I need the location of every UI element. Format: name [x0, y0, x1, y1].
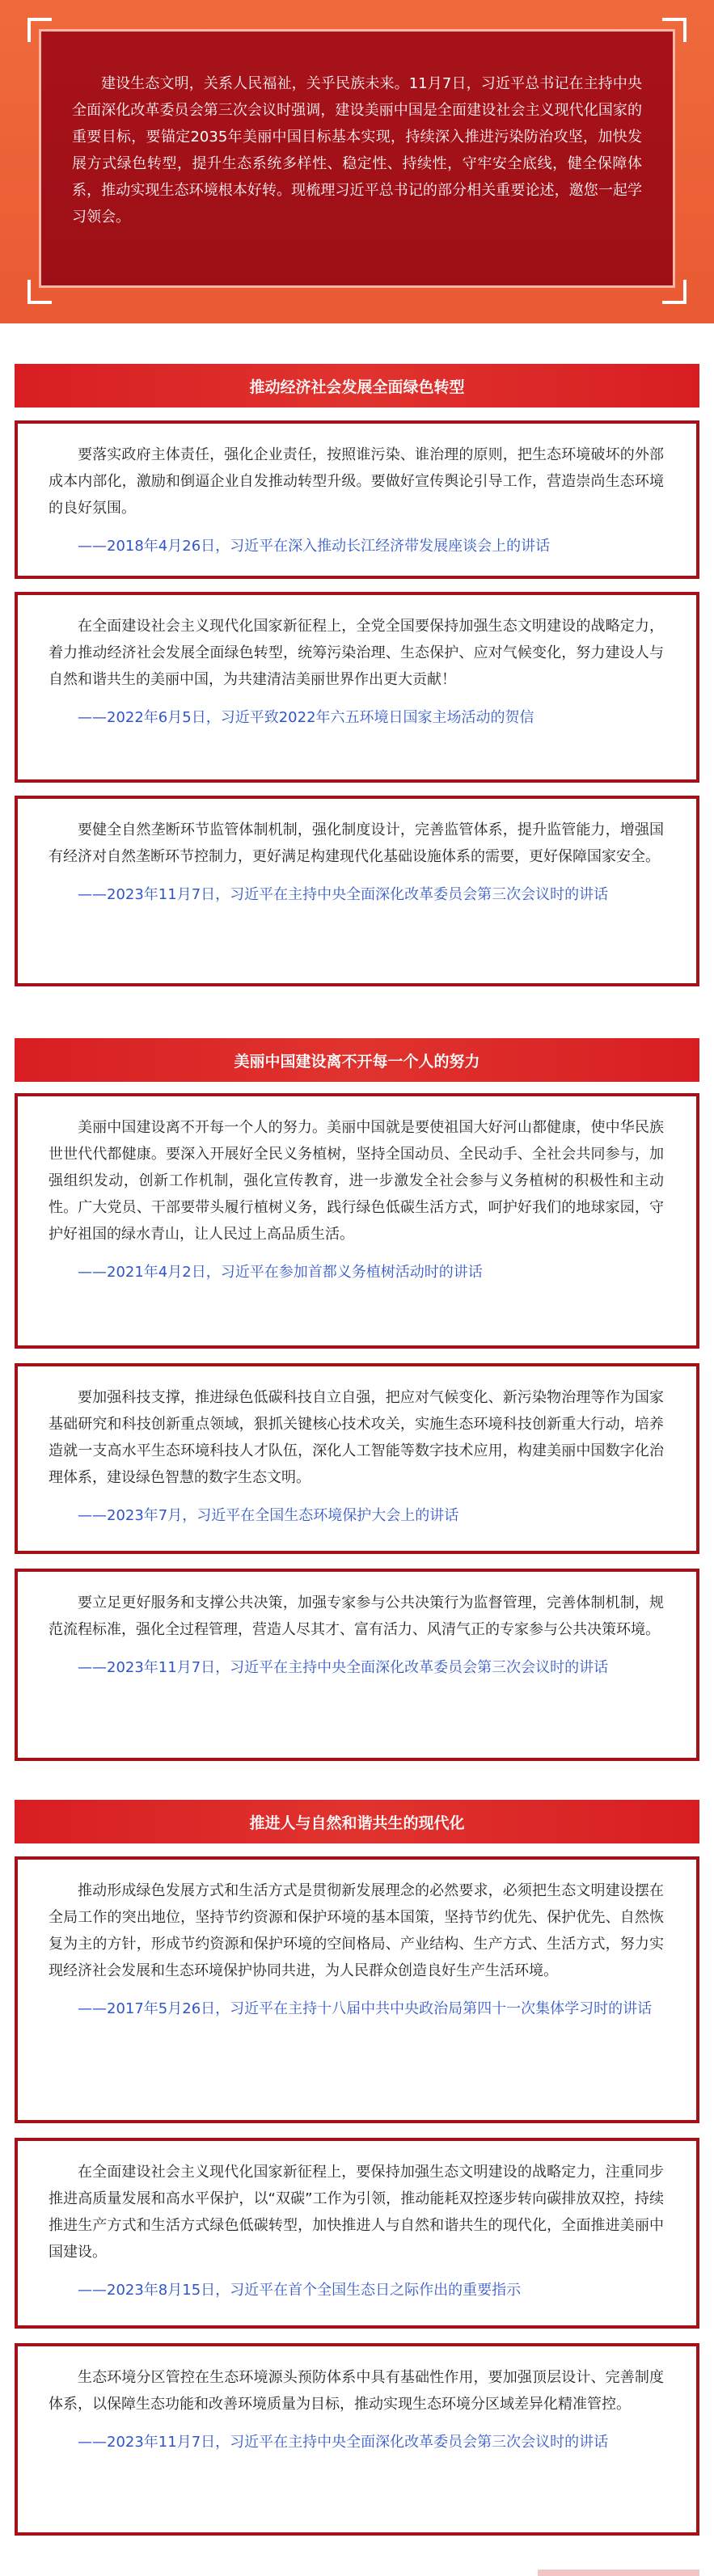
quote-card [15, 1363, 699, 1554]
quote-text: 推动形成绿色发展方式和生活方式是贯彻新发展理念的必然要求，必须把生态文明建设摆在全局工作的突出地位，坚持节约资源和保护环境的基本国策，坚持节约优先、保护优先、自然恢复为主的方针，形成节约资源和保护环境的空间格局、产业结构、生产方式、生活方式，努力实现经济社会发展和生态环境保护协同共进，为人民群众创造良好生产生活环境。 [49, 1882, 664, 1979]
footer-decoration [538, 2570, 699, 2576]
quote-card [15, 2138, 699, 2329]
quote-source: ——2023年11月7日，习近平在主持中央全面深化改革委员会第三次会议时的讲话 [78, 886, 609, 903]
quote-text: 美丽中国建设离不开每一个人的努力。美丽中国就是要使祖国大好河山都健康，使中华民族世世代代都健康。要深入开展好全民义务植树，坚持全国动员、全民动手、全社会共同参与，加强组织发动，创新工作机制，强化宣传教育，进一步激发全社会参与义务植树的积极性和主动性。广大党员、干部要带头履行植树义务，践行绿色低碳生活方式，呵护好我们的地球家园，守护好祖国的绿水青山，让人民过上高品质生活。 [49, 1119, 664, 1243]
quote-source: ——2018年4月26日，习近平在深入推动长江经济带发展座谈会上的讲话 [78, 538, 551, 555]
quote-source: ——2021年4月2日，习近平在参加首都义务植树活动时的讲话 [78, 1264, 483, 1281]
intro-text: 建设生态文明，关系人民福祉，关乎民族未来。11月7日，习近平总书记在主持中央全面深化改革委员会第三次会议时强调，建设美丽中国是全面建设社会主义现代化国家的重要目标，要锚定2035年美丽中国目标基本实现，持续深入推进污染防治攻坚，加快发展方式绿色转型，提升生态系统多样性、稳定性、持续性，守牢安全底线，健全保障体系，推动实现生态环境根本好转。现梳理习近平总书记的部分相关重要论述，邀您一起学习领会。 [39, 29, 675, 288]
quote-text: 要健全自然垄断环节监管体制机制，强化制度设计，完善监管体系，提升监管能力，增强国有经济对自然垄断环节控制力，更好满足构建现代化基础设施体系的需要，更好保障国家安全。 [49, 821, 664, 865]
quote-text: 要加强科技支撑，推进绿色低碳科技自立自强，把应对气候变化、新污染物治理等作为国家基础研究和科技创新重点领域，狠抓关键核心技术攻关，实施生态环境科技创新重大行动，培养造就一支高水平生态环境科技人才队伍，深化人工智能等数字技术应用，构建美丽中国数字化治理体系，建设绿色智慧的数字生态文明。 [49, 1389, 664, 1486]
quote-source: ——2023年11月7日，习近平在主持中央全面深化改革委员会第三次会议时的讲话 [78, 2434, 609, 2451]
quote-text: 在全面建设社会主义现代化国家新征程上，要保持加强生态文明建设的战略定力，注重同步推进高质量发展和高水平保护，以“双碳”工作为引领，推动能耗双控逐步转向碳排放双控，持续推进生产方式和生活方式绿色低碳转型，加快推进人与自然和谐共生的现代化，全面推进美丽中国建设。 [49, 2164, 664, 2261]
quote-source: ——2017年5月26日，习近平在主持十八届中共中央政治局第四十一次集体学习时的讲话 [78, 2000, 653, 2017]
quote-card [15, 592, 699, 783]
section-title: 推进人与自然和谐共生的现代化 [15, 1800, 699, 1843]
quote-text: 生态环境分区管控在生态环境源头预防体系中具有基础性作用，要加强顶层设计、完善制度体系，以保障生态功能和改善环境质量为目标，推动实现生态环境分区域差异化精准管控。 [49, 2369, 664, 2413]
quote-card [15, 2343, 699, 2536]
quote-card [15, 420, 699, 579]
section-title: 美丽中国建设离不开每一个人的努力 [15, 1038, 699, 1082]
section-title: 推动经济社会发展全面绿色转型 [15, 364, 699, 408]
quote-source: ——2023年7月，习近平在全国生态环境保护大会上的讲话 [78, 1507, 459, 1524]
quote-card [15, 1093, 699, 1349]
quote-source: ——2023年11月7日，习近平在主持中央全面深化改革委员会第三次会议时的讲话 [78, 1659, 609, 1676]
quote-text: 要立足更好服务和支撑公共决策，加强专家参与公共决策行为监督管理，完善体制机制，规范流程标准，强化全过程管理，营造人尽其才、富有活力、风清气正的专家参与公共决策环境。 [49, 1594, 664, 1638]
quote-text: 要落实政府主体责任，强化企业责任，按照谁污染、谁治理的原则，把生态环境破坏的外部成本内部化，激励和倒逼企业自发推动转型升级。要做好宣传舆论引导工作，营造崇尚生态环境的良好氛围。 [49, 446, 664, 517]
quote-source: ——2022年6月5日，习近平致2022年六五环境日国家主场活动的贺信 [78, 709, 534, 726]
quote-card [15, 796, 699, 986]
quote-source: ——2023年8月15日，习近平在首个全国生态日之际作出的重要指示 [78, 2282, 522, 2299]
quote-card [15, 1569, 699, 1761]
intro-banner [0, 0, 714, 323]
quote-text: 在全面建设社会主义现代化国家新征程上，全党全国要保持加强生态文明建设的战略定力，着力推动经济社会发展全面绿色转型，统筹污染治理、生态保护、应对气候变化，努力建设人与自然和谐共生的美丽中国，为共建清洁美丽世界作出更大贡献！ [49, 618, 664, 688]
quote-card [15, 1856, 699, 2123]
